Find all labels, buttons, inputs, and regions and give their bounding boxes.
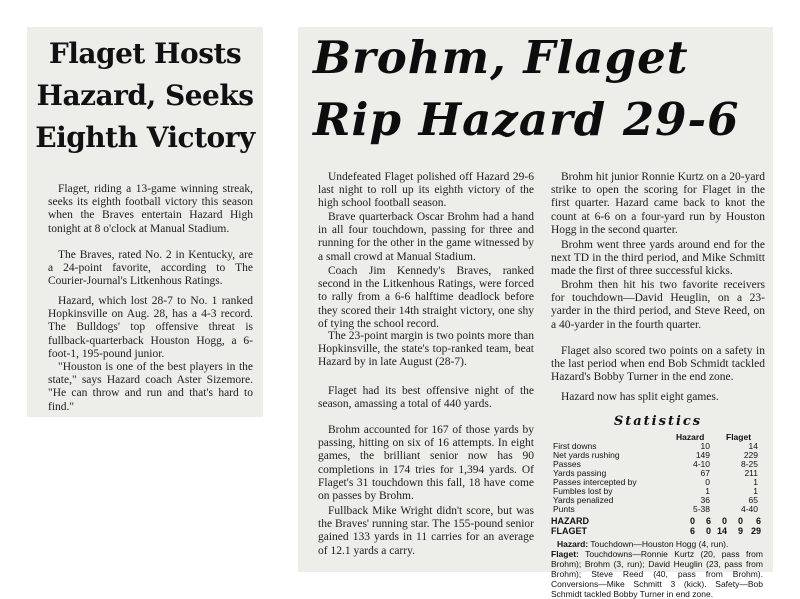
summary-flaget-text: Touchdowns—Ronnie Kurtz (20, pass from Brohm); Brohm (3, run); David Heuglin (23, pass from Brohm); Steve Reed (40, pass from Brohm). Conversions—Mike Schmitt 3 (kick). Safety—Bob Schmidt tackled Bobby Turner in end zone. [551,549,763,599]
article-paragraph: Brohm went three yards around end for the next TD in the third period, and Mike Schmitt made the first of three successful kicks. [551,239,765,278]
quarter-score: 0 [737,516,743,526]
stats-hazard-value: 1 [705,486,710,496]
stats-label: First downs [553,441,597,451]
quarter-score: 9 [737,526,743,536]
stats-hazard-value: 5-38 [692,504,710,514]
final-score: 29 [750,526,761,536]
stats-hazard-value: 10 [700,441,710,451]
stats-flaget-value: 65 [748,495,758,505]
stats-label: Passes [553,459,581,469]
article-paragraph: Brohm hit junior Ronnie Kurtz on a 20-yard strike to open the scoring for Flaget in the first quarter. Hazard came back to knot the count at 6-6 on a four-yard run by Houston Hogg in the second quarter. [551,171,765,236]
stats-label: Net yards rushing [553,450,620,460]
article-paragraph: The 23-point margin is two points more than Hopkinsville, the state's top-ranked team, beat Hazard by in late August (28-7). [318,330,534,369]
stats-header-hazard: Hazard [676,432,705,442]
scoring-box [298,27,773,599]
stats-flaget-value: 4-40 [740,504,758,514]
stats-label: Passes intercepted by [553,477,637,487]
headline-line-2: Rip Hazard 29-6 [313,93,740,146]
final-score: 6 [755,516,761,526]
stats-flaget-value: 1 [753,486,758,496]
article-paragraph: Fullback Mike Wright didn't score, but was the Braves' running star. The 155-pound senior gained 133 yards in 11 carries for an average of 12.1 yards a carry. [318,505,534,557]
article-paragraph: The Braves, rated No. 2 in Kentucky, are a 24-point favorite, according to The Courier-Journal's Litkenhous Ratings. [48,249,253,288]
quarter-score: 0 [705,526,711,536]
stats-label: Punts [553,504,575,514]
headline-line-1: Brohm, Flaget [313,31,689,84]
stats-flaget-value: 1 [753,477,758,487]
stats-flaget-value: 211 [744,468,758,478]
stats-hazard-value: 149 [695,450,710,460]
stats-header-flaget: Flaget [726,432,752,442]
article-paragraph: Undefeated Flaget polished off Hazard 29-6 last night to roll up its eighth victory of the high school football season. [318,171,534,210]
article-paragraph: Flaget, riding a 13-game winning streak, seeks its eighth football victory this season when the Braves entertain Hazard High tonight at 8 o'clock at Manual Stadium. [48,183,253,235]
stats-flaget-value: 229 [743,450,758,460]
linescore-row-flaget [551,526,763,536]
stats-hazard-value: 0 [705,477,710,487]
article-paragraph: Flaget had its best offensive night of the season, amassing a total of 440 yards. [318,385,534,411]
summary-hazard-label: Hazard: [557,539,589,549]
headline-line-2: Hazard, Seeks [36,79,254,112]
article-paragraph: Brohm accounted for 167 of those yards by passing, hitting on six of 16 attempts. In eight games, the brilliant senior now has 90 completions in 174 tries for 1,394 yards. Of Flaget's 31 touchdown this fall, 18 have come on passes by Brohm. [318,424,534,503]
quarter-score: 6 [705,516,711,526]
team-name: HAZARD [551,516,589,526]
linescore-row-hazard [551,516,763,526]
stats-hazard-value: 67 [700,468,710,478]
article-paragraph: "Houston is one of the best players in the state," says Hazard coach Aster Sizemore. "He can throw and run and that's hard to find." [48,361,253,413]
statistics-title: Statistics [613,414,703,429]
headline-line-1: Flaget Hosts [48,37,242,70]
article-paragraph: Coach Jim Kennedy's Braves, ranked second in the Litkenhous Ratings, were forced to rally from a 6-6 halftime deadlock before they scored their 14th straight victory, one shy of tying the school record. [318,265,534,330]
article-paragraph: Brohm then hit his two favorite receivers for touchdown—David Heuglin, on a 23-yarder in the third period, and Steve Reed, on a 40-yarder in the fourth quarter. [551,279,765,331]
scoring-summary [551,539,763,599]
quarter-score: 0 [721,516,727,526]
summary-hazard-text: Touchdown—Houston Hogg (4, run). [590,539,729,549]
article-paragraph: Flaget also scored two points on a safety in the last period when end Bob Schmidt tackled Hazard's Bobby Turner in the end zone. [551,345,765,384]
stats-flaget-value: 14 [748,441,758,451]
summary-flaget-label: Flaget: [551,549,579,559]
article-paragraph: Hazard, which lost 28-7 to No. 1 ranked Hopkinsville on Aug. 28, has a 4-3 record. The Bulldogs' top offensive threat is fullback-quarterback Houston Hogg, a 6-foot-1, 195-pound junior. [48,295,253,360]
article-paragraph: Hazard now has split eight games. [561,391,719,403]
headline-line-3: Eighth Victory [35,121,255,154]
team-name: FLAGET [551,526,587,536]
stats-label: Yards penalized [553,495,614,505]
quarter-score: 6 [689,526,695,536]
quarter-score: 0 [689,516,695,526]
stats-label: Fumbles lost by [553,486,613,496]
article-paragraph: Brave quarterback Oscar Brohm had a hand in all four touchdown, passing for three and running for the other in the game witnessed by a small crowd at Manual Stadium. [318,211,534,263]
stats-hazard-value: 36 [700,495,710,505]
stats-hazard-value: 4-10 [692,459,710,469]
article-clipping-preview [27,27,263,417]
stats-flaget-value: 8-25 [740,459,758,469]
stats-label: Yards passing [553,468,607,478]
quarter-score: 14 [716,526,727,536]
